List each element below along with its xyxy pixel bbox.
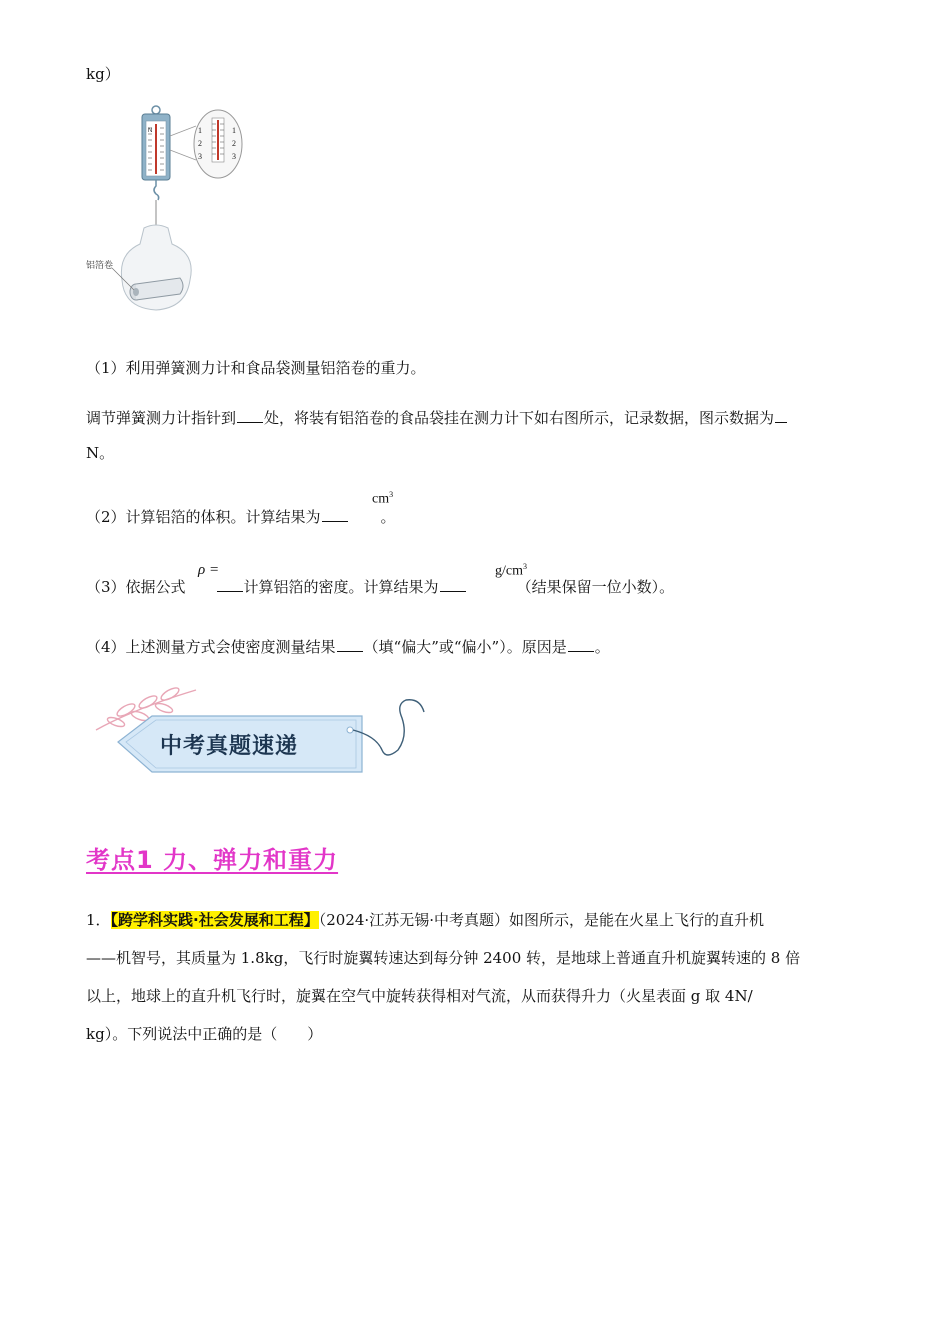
zoom-tick: 3: [198, 152, 202, 161]
section-title: 考点1 力、弹力和重力: [86, 846, 339, 874]
q3-text-b: 计算铝箔的密度。计算结果为: [243, 578, 439, 596]
problem1-line2: ——机智号，其质量为 1.8kg，飞行时旋翼转速达到每分钟 2400 转，是地球上普通直升机旋翼转速的 8 倍: [86, 949, 801, 967]
q4-line: [86, 637, 610, 657]
zoom-tick: 2: [198, 139, 202, 148]
answer-blank[interactable]: [237, 408, 263, 423]
answer-blank[interactable]: [440, 577, 466, 592]
spring-scale-illustration: [86, 104, 276, 314]
q2-text-a: （2）计算铝箔的体积。计算结果为: [86, 508, 321, 526]
problem-number: 1．: [86, 911, 111, 929]
q3-unit: [495, 562, 527, 580]
zoom-tick: 3: [232, 152, 236, 161]
q3-rho: ρ =: [198, 562, 220, 578]
q1-title: （1）利用弹簧测力计和食品袋测量铝箔卷的重力。: [86, 359, 426, 377]
answer-blank[interactable]: [568, 637, 594, 652]
problem1-line3: 以上，地球上的直升机飞行时，旋翼在空气中旋转获得相对气流，从而获得升力（火星表面 g 取 4N/: [86, 987, 753, 1005]
zoom-tick: 2: [232, 139, 236, 148]
problem-tag: 【跨学科实践·社会发展和工程】: [110, 911, 319, 929]
q2-line: [86, 507, 396, 527]
q1-line1-a: 调节弹簧测力计指针到: [86, 409, 237, 427]
q3-text-c: （结果保留一位小数）。: [516, 578, 675, 596]
problem1-line1-text: （2024·江苏无锡·中考真题）如图所示，是能在火星上飞行的直升机: [318, 911, 764, 929]
q3-unit-text: g/cm: [495, 563, 523, 579]
banner-label: 中考真题速递: [160, 734, 299, 759]
q4-text-a: （4）上述测量方式会使密度测量结果: [86, 638, 336, 656]
scale-unit-label: N: [148, 128, 153, 134]
q4-text-b: （填“偏大”或“偏小”）。原因是: [363, 638, 567, 656]
q2-unit-sup: 3: [389, 490, 394, 499]
zoom-ticks-right: [232, 124, 236, 163]
zoom-tick: 1: [198, 126, 202, 135]
q2-unit: [372, 490, 393, 508]
bag-label: 铝箔卷: [86, 261, 114, 271]
q1-line2: N。: [86, 444, 115, 462]
zoom-tick: 1: [232, 126, 236, 135]
q2-unit-text: cm: [372, 491, 390, 507]
q3-text-a: （3）依据公式: [86, 578, 186, 596]
q2-text-b: 。: [380, 508, 396, 526]
problem1-line4: kg）。下列说法中正确的是（ ）: [86, 1025, 323, 1043]
q1-line1: [86, 408, 788, 428]
q4-text-c: 。: [594, 638, 610, 656]
q1-line1-b: 处，将装有铝箔卷的食品袋挂在测力计下如右图所示，记录数据，图示数据为: [264, 409, 775, 427]
problem1-line1: [86, 910, 764, 930]
spring-scale-figure: [86, 104, 276, 314]
answer-blank[interactable]: [217, 577, 243, 592]
q3-line: [86, 577, 674, 597]
top-fragment: kg）: [86, 65, 120, 83]
answer-blank[interactable]: [775, 408, 787, 423]
q3-unit-sup: 3: [523, 562, 527, 571]
zoom-ticks-left: [198, 124, 202, 163]
answer-blank[interactable]: [337, 637, 363, 652]
answer-blank[interactable]: [322, 507, 348, 522]
